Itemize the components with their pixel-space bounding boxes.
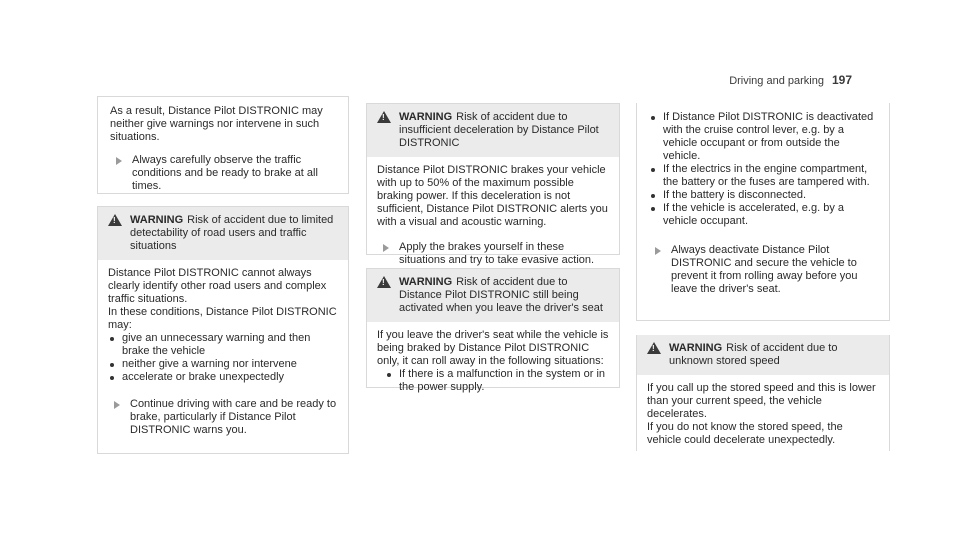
list-item: If the electrics in the engine compartment, the battery or the fuses are tampered with.	[649, 163, 879, 189]
list-item: If there is a malfunction in the system or in the power supply.	[377, 368, 609, 394]
intro-box	[97, 96, 349, 194]
step-arrow-icon	[383, 244, 389, 252]
bullet-icon	[110, 337, 114, 341]
step-observe: Always carefully observe the traffic conditions and be ready to brake at all times.	[110, 154, 338, 193]
warning-box-insufficient-deceleration	[366, 103, 620, 266]
bullet-icon	[110, 363, 114, 367]
column-1	[97, 96, 349, 454]
bullet-icon	[387, 373, 391, 377]
warning-header	[367, 269, 619, 322]
list-item: give an unnecessary warning and then brake the vehicle	[108, 332, 338, 358]
column-3	[636, 103, 890, 451]
bullet-icon	[651, 207, 655, 211]
warning-body: Distance Pilot DISTRONIC cannot always clearly identify other road users and complex traffic situations. In these conditions, Distance Pilot DISTRONIC may: give an unnecessary warning and then brake the vehicle neither give a warning nor intervene accelerate or brake unexpectedly Continue driving with care and be ready to brake, particularly if Distance Pilot DISTRONIC warns you.	[108, 267, 337, 436]
warning-label: WARNING	[399, 276, 453, 288]
bullet-icon	[651, 168, 655, 172]
column-2	[366, 103, 620, 393]
section-title: Driving and parking	[729, 75, 824, 87]
list-item: If the vehicle is accelerated, e.g. by a vehicle occupant.	[649, 202, 879, 228]
warning-header	[98, 207, 348, 260]
warning-body: If you call up the stored speed and this is lower than your current speed, the vehicle decelerates. If you do not know the stored speed, the vehicle could decelerate unexpectedly.	[647, 382, 876, 446]
bullet-icon	[651, 116, 655, 120]
step-apply-brakes: Apply the brakes yourself in these situations and try to take evasive action.	[377, 241, 609, 267]
warning-box-unknown-speed	[636, 335, 890, 451]
warning-box-still-activated	[366, 268, 620, 393]
step-arrow-icon	[114, 401, 120, 409]
warning-triangle-icon	[108, 214, 122, 226]
warning-body: Distance Pilot DISTRONIC brakes your vehicle with up to 50% of the maximum possible braking power. If this deceleration is not sufficient, Distance Pilot DISTRONIC alerts you with a visual and acoustic warning. Apply the brakes yourself in these situations and try to take evasive action.	[377, 164, 608, 266]
warning-header	[637, 335, 889, 375]
warning-triangle-icon	[377, 276, 391, 288]
step-arrow-icon	[116, 157, 122, 165]
warning-label: WARNING	[130, 214, 184, 226]
list-item: If Distance Pilot DISTRONIC is deactivated with the cruise control lever, e.g. by a vehicle occupant or from outside the vehicle.	[649, 111, 879, 163]
warning-title: Risk of accident due to Distance Pilot DISTRONIC still being activated when you leave the driver's seat	[399, 276, 603, 314]
bullet-icon	[110, 376, 114, 380]
list-item: If the battery is disconnected.	[649, 189, 879, 202]
list-item: neither give a warning nor intervene	[108, 358, 338, 371]
bullet-icon	[651, 194, 655, 198]
warning-body: If you leave the driver's seat while the vehicle is being braked by Distance Pilot DISTRONIC only, it can roll away in the following situations: If there is a malfunction in the system or in the power supply.	[377, 329, 609, 393]
warning-title: Risk of accident due to limited detectability of road users and traffic situations	[130, 214, 334, 252]
step-deactivate: Always deactivate Distance Pilot DISTRONIC and secure the vehicle to prevent it from rolling away before you leave the driver's seat.	[649, 244, 879, 296]
warning-box-limited-detectability	[97, 206, 349, 454]
warning-header	[367, 104, 619, 157]
list-item: accelerate or brake unexpectedly	[108, 371, 338, 384]
warning-title: Risk of accident due to insufficient deceleration by Distance Pilot DISTRONIC	[399, 111, 599, 149]
warning-triangle-icon	[647, 342, 661, 354]
continued-box	[636, 103, 890, 321]
step-arrow-icon	[655, 247, 661, 255]
warning-label: WARNING	[669, 342, 723, 354]
page-number: 197	[831, 73, 852, 87]
intro-text: As a result, Distance Pilot DISTRONIC may neither give warnings nor intervene in such situations.	[110, 105, 323, 143]
warning-triangle-icon	[377, 111, 391, 123]
warning-label: WARNING	[399, 111, 453, 123]
warning-title: Risk of accident due to unknown stored speed	[669, 342, 838, 367]
page-header	[729, 73, 852, 87]
step-continue: Continue driving with care and be ready to brake, particularly if Distance Pilot DISTRONIC warns you.	[108, 398, 338, 437]
